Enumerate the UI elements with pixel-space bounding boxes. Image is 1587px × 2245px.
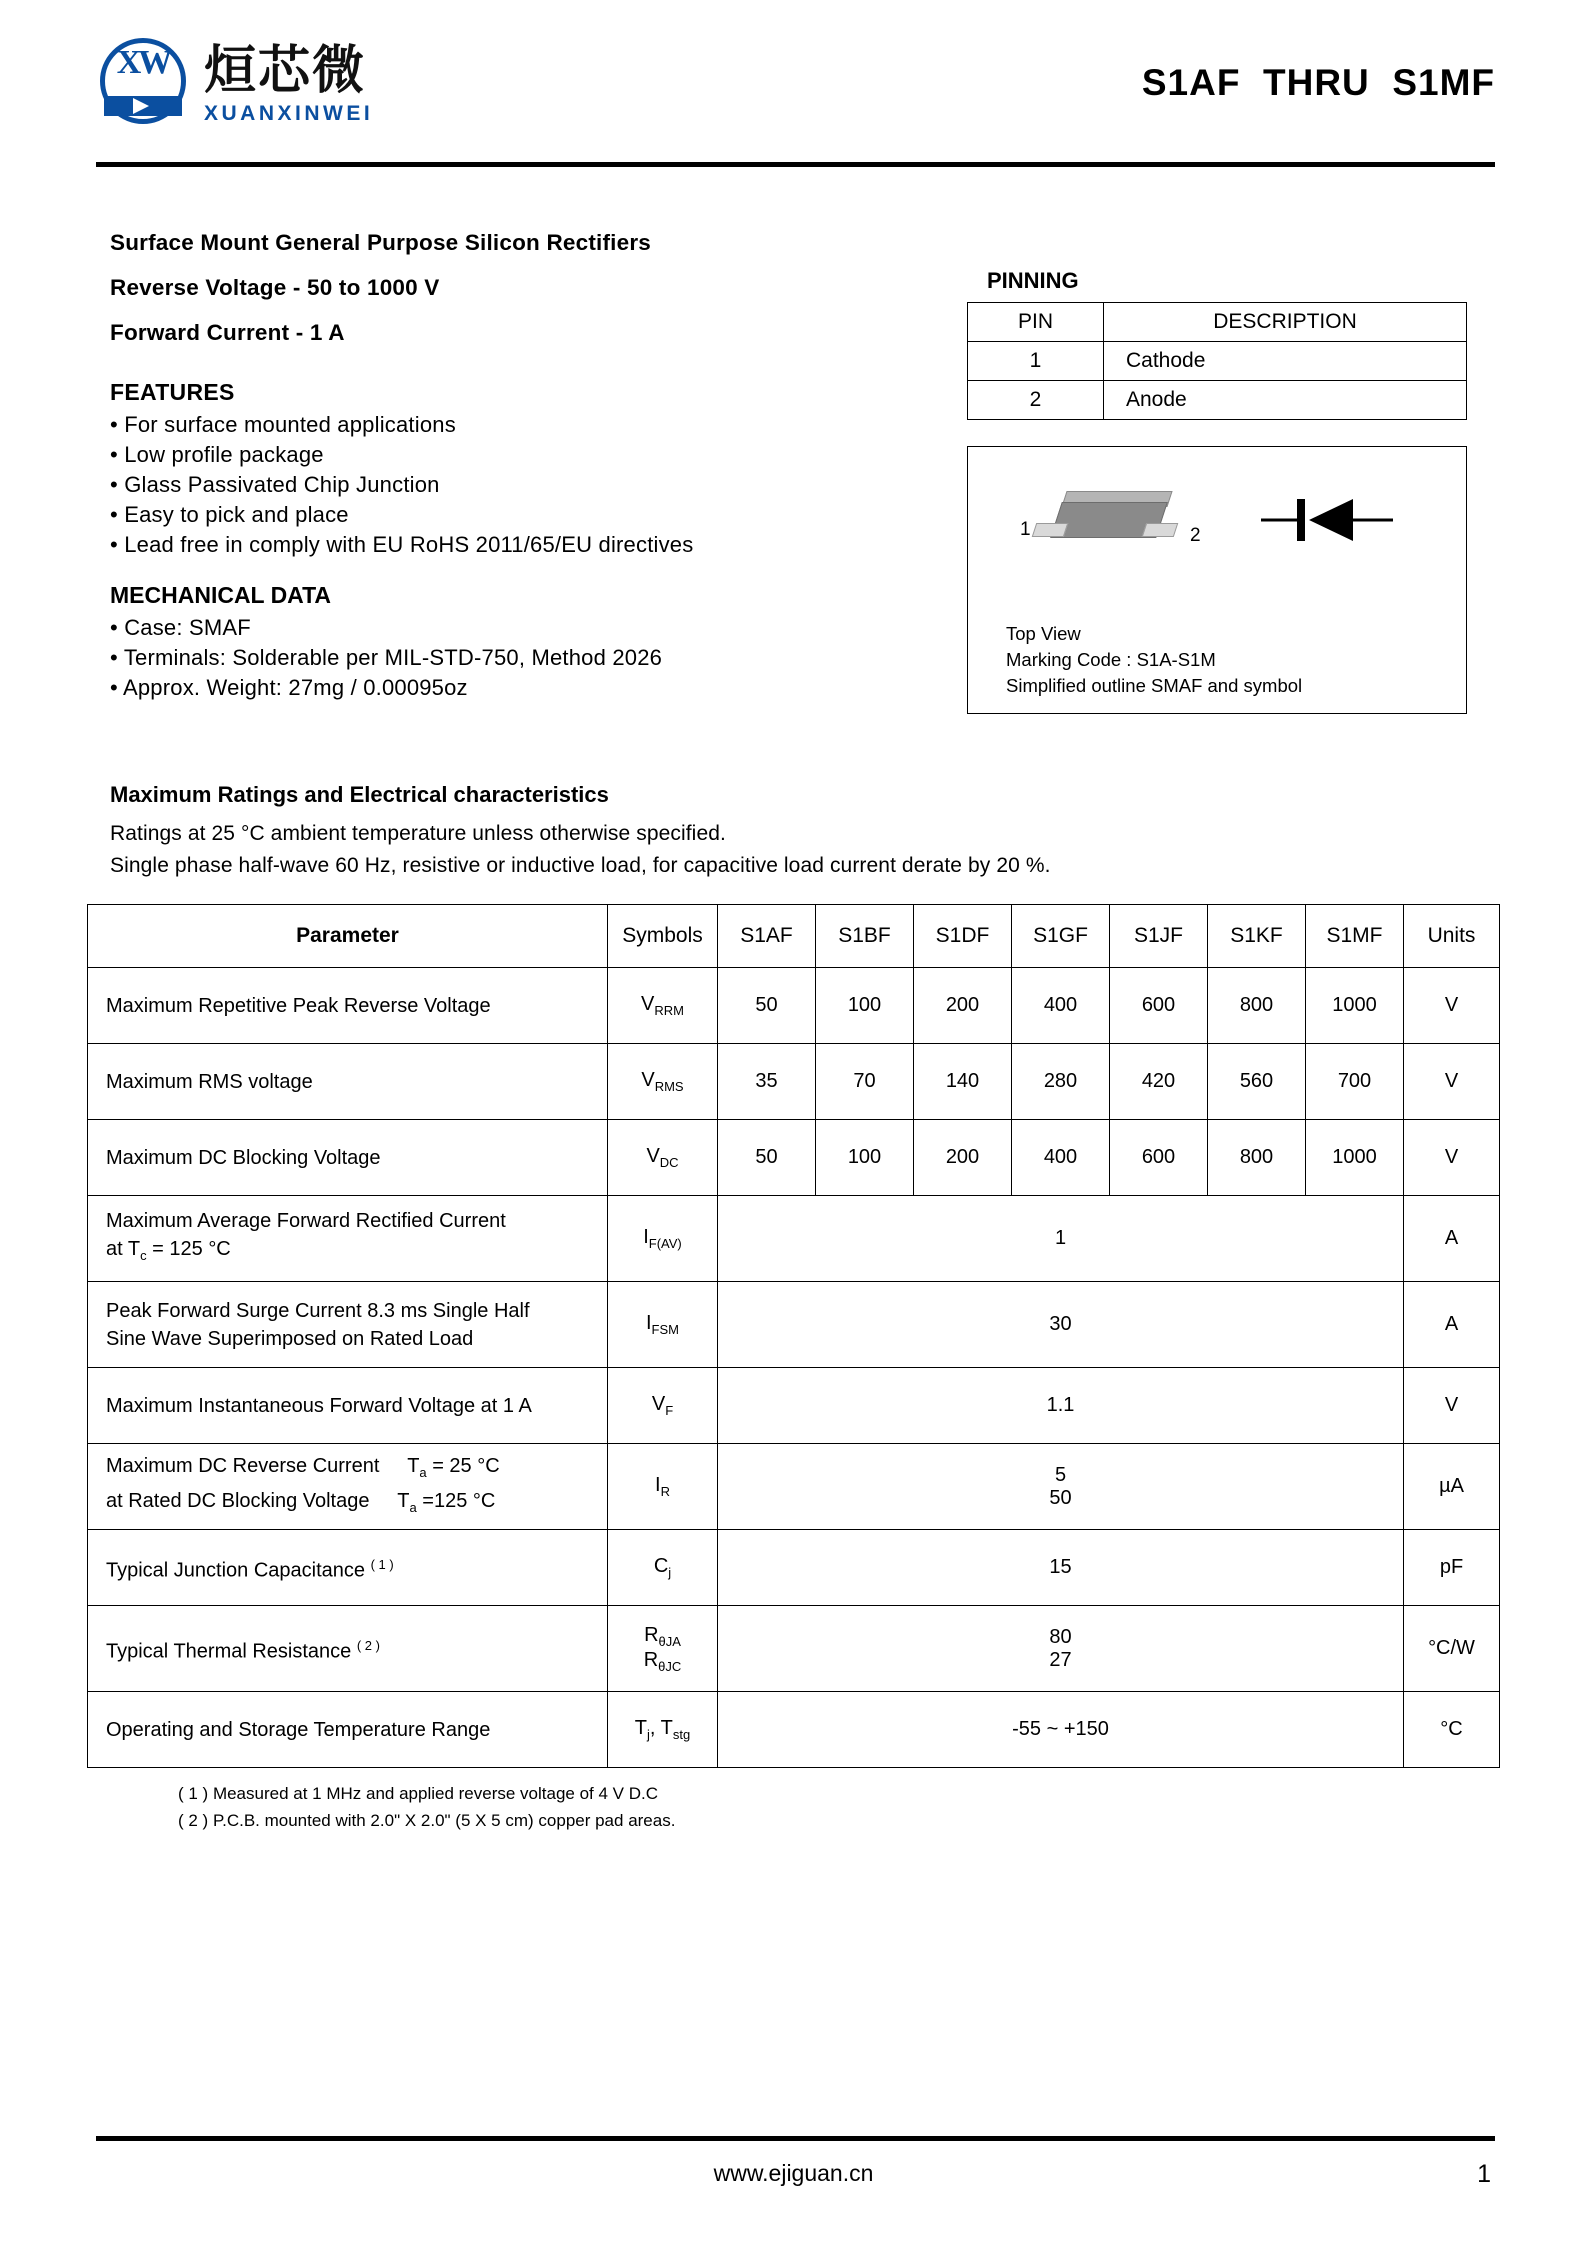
ratings-section bbox=[70, 782, 1517, 882]
table-row bbox=[88, 1196, 1500, 1282]
row-symbol: $R_{\theta JA}$ $R_{\theta JC}$ bbox=[608, 1606, 718, 1692]
pinning-title: PINNING bbox=[987, 268, 1079, 293]
row-parameter-line-1: Maximum Average Forward Rectified Current bbox=[106, 1210, 506, 1232]
mechanical-item: • Case: SMAF bbox=[110, 615, 251, 640]
row-unit: V bbox=[1404, 1044, 1500, 1120]
features-title: FEATURES bbox=[110, 379, 235, 405]
row-unit: V bbox=[1404, 1120, 1500, 1196]
footer-page-number: 1 bbox=[1477, 2160, 1491, 2188]
package-pin-2-label: 2 bbox=[1190, 525, 1201, 546]
header-divider bbox=[96, 162, 1495, 167]
logo-english-name: XUANXINWEI bbox=[204, 102, 374, 125]
table-row bbox=[88, 1530, 1500, 1606]
row-parameter: Maximum RMS voltage bbox=[88, 1044, 608, 1120]
row-value-merged: 5 50 bbox=[718, 1444, 1404, 1530]
package-caption-line-1: Top View bbox=[1006, 623, 1081, 644]
note-2: ( 2 ) P.C.B. mounted with 2.0" X 2.0" (5 X 5 cm) copper pad areas. bbox=[178, 1811, 676, 1830]
row-symbol: $V_F$ bbox=[608, 1368, 718, 1444]
row-unit: °C bbox=[1404, 1692, 1500, 1768]
logo-bar bbox=[104, 96, 182, 116]
header-type-s1mf: S1MF bbox=[1306, 905, 1404, 968]
row-unit: pF bbox=[1404, 1530, 1500, 1606]
ratings-line-1: Ratings at 25 °C ambient temperature unless otherwise specified. bbox=[110, 822, 726, 845]
header-type-s1kf: S1KF bbox=[1208, 905, 1306, 968]
row-value: 200 bbox=[914, 1120, 1012, 1196]
row-unit: µA bbox=[1404, 1444, 1500, 1530]
row-value-merged: 80 27 bbox=[718, 1606, 1404, 1692]
row-parameter: Maximum DC Blocking Voltage bbox=[88, 1120, 608, 1196]
row-value: 35 bbox=[718, 1044, 816, 1120]
row-parameter: Maximum Instantaneous Forward Voltage at 1 A bbox=[88, 1368, 608, 1444]
row-value: 800 bbox=[1208, 968, 1306, 1044]
row-symbol: $I_{F(AV)}$ bbox=[608, 1196, 718, 1282]
logo-mark-icon bbox=[98, 36, 194, 132]
row-symbol: $V_{DC}$ bbox=[608, 1120, 718, 1196]
row-parameter: Maximum Repetitive Peak Reverse Voltage bbox=[88, 968, 608, 1044]
feature-item: • Lead free in comply with EU RoHS 2011/65/EU directives bbox=[110, 532, 694, 557]
header-units: Units bbox=[1404, 905, 1500, 968]
pin-number: 2 bbox=[968, 381, 1104, 420]
logo-mark-text: XW bbox=[116, 44, 170, 81]
feature-item: • For surface mounted applications bbox=[110, 412, 456, 437]
top-section bbox=[70, 220, 1517, 750]
table-row bbox=[968, 303, 1467, 342]
company-logo bbox=[98, 36, 373, 132]
header-type-s1af: S1AF bbox=[718, 905, 816, 968]
diode-symbol-icon bbox=[1253, 485, 1403, 555]
row-symbol: $I_{FSM}$ bbox=[608, 1282, 718, 1368]
page-header bbox=[70, 0, 1517, 182]
row-value: 280 bbox=[1012, 1044, 1110, 1120]
row-value: 200 bbox=[914, 968, 1012, 1044]
header-type-s1bf: S1BF bbox=[816, 905, 914, 968]
header-type-s1gf: S1GF bbox=[1012, 905, 1110, 968]
row-value: 600 bbox=[1110, 1120, 1208, 1196]
package-lead-left bbox=[1032, 523, 1069, 537]
table-header-row bbox=[88, 905, 1500, 968]
note-1: ( 1 ) Measured at 1 MHz and applied reverse voltage of 4 V D.C bbox=[178, 1784, 659, 1803]
table-row bbox=[88, 1368, 1500, 1444]
package-caption-line-3: Simplified outline SMAF and symbol bbox=[1006, 675, 1303, 696]
row-unit: A bbox=[1404, 1196, 1500, 1282]
row-unit: V bbox=[1404, 968, 1500, 1044]
package-lead-right bbox=[1142, 523, 1179, 537]
row-value: 700 bbox=[1306, 1044, 1404, 1120]
pin-header-pin: PIN bbox=[968, 303, 1104, 342]
table-row bbox=[88, 1120, 1500, 1196]
footer-url: www.ejiguan.cn bbox=[713, 2160, 874, 2186]
pin-number: 1 bbox=[968, 342, 1104, 381]
row-value: 1000 bbox=[1306, 968, 1404, 1044]
row-value: 70 bbox=[816, 1044, 914, 1120]
header-parameter: Parameter bbox=[88, 905, 608, 968]
row-parameter: Maximum DC Reverse Current $T_a = 25$ °C at Rated DC Blocking Voltage $T_a =125$ °C bbox=[88, 1444, 608, 1530]
part-number-title: S1AF THRU S1MF bbox=[1141, 62, 1495, 103]
table-row bbox=[88, 968, 1500, 1044]
feature-item: • Glass Passivated Chip Junction bbox=[110, 472, 440, 497]
table-row bbox=[88, 1282, 1500, 1368]
intro-line-3: Forward Current - 1 A bbox=[110, 320, 345, 345]
package-caption-line-2: Marking Code : S1A-S1M bbox=[1006, 649, 1216, 670]
pin-description: Cathode bbox=[1104, 342, 1467, 381]
intro-line-2: Reverse Voltage - 50 to 1000 V bbox=[110, 275, 440, 300]
intro-line-1: Surface Mount General Purpose Silicon Rectifiers bbox=[110, 230, 651, 255]
table-notes bbox=[70, 1780, 1517, 1834]
row-parameter: Operating and Storage Temperature Range bbox=[88, 1692, 608, 1768]
row-unit: A bbox=[1404, 1282, 1500, 1368]
row-value: 600 bbox=[1110, 968, 1208, 1044]
ratings-line-2: Single phase half-wave 60 Hz, resistive or inductive load, for capacitive load current derate by 20 %. bbox=[110, 854, 1051, 877]
row-value: 420 bbox=[1110, 1044, 1208, 1120]
feature-item: • Easy to pick and place bbox=[110, 502, 349, 527]
row-value: 100 bbox=[816, 968, 914, 1044]
pin-header-description: DESCRIPTION bbox=[1104, 303, 1467, 342]
row-parameter: Typical Junction Capacitance $^{( 1 )}$ bbox=[88, 1530, 608, 1606]
mechanical-title: MECHANICAL DATA bbox=[110, 582, 332, 608]
row-symbol: $V_{RRM}$ bbox=[608, 968, 718, 1044]
header-type-s1df: S1DF bbox=[914, 905, 1012, 968]
row-value: 800 bbox=[1208, 1120, 1306, 1196]
logo-text-block bbox=[204, 42, 373, 126]
table-row bbox=[968, 342, 1467, 381]
row-parameter: Typical Thermal Resistance $^{( 2 )}$ bbox=[88, 1606, 608, 1692]
table-row bbox=[88, 1692, 1500, 1768]
row-value-merged: -55 ~ +150 bbox=[718, 1692, 1404, 1768]
header-type-s1jf: S1JF bbox=[1110, 905, 1208, 968]
row-unit: V bbox=[1404, 1368, 1500, 1444]
package-pin-1-label: 1 bbox=[1020, 519, 1031, 540]
footer-divider bbox=[96, 2136, 1495, 2141]
row-parameter: Peak Forward Surge Current 8.3 ms Single Half Sine Wave Superimposed on Rated Load bbox=[88, 1282, 608, 1368]
row-symbol: $T_j$, $T_{stg}$ bbox=[608, 1692, 718, 1768]
pin-description: Anode bbox=[1104, 381, 1467, 420]
row-parameter: Maximum Average Forward Rectified Current at $T_c = 125$ °C bbox=[88, 1196, 608, 1282]
table-row bbox=[968, 381, 1467, 420]
row-value-merged: 15 bbox=[718, 1530, 1404, 1606]
row-value: 400 bbox=[1012, 968, 1110, 1044]
row-value: 140 bbox=[914, 1044, 1012, 1120]
row-unit: °C/W bbox=[1404, 1606, 1500, 1692]
logo-chinese-name: 烜芯微 bbox=[204, 41, 367, 101]
table-row bbox=[88, 1444, 1500, 1530]
row-value-merged: 1 bbox=[718, 1196, 1404, 1282]
characteristics-table bbox=[87, 904, 1500, 1768]
feature-item: • Low profile package bbox=[110, 442, 324, 467]
left-column bbox=[110, 220, 990, 703]
row-value: 50 bbox=[718, 968, 816, 1044]
row-value: 400 bbox=[1012, 1120, 1110, 1196]
row-symbol: $I_R$ bbox=[608, 1444, 718, 1530]
row-value: 50 bbox=[718, 1120, 816, 1196]
header-symbols: Symbols bbox=[608, 905, 718, 968]
ratings-title: Maximum Ratings and Electrical characteristics bbox=[110, 782, 609, 807]
row-value-merged: 1.1 bbox=[718, 1368, 1404, 1444]
mechanical-item: • Terminals: Solderable per MIL-STD-750, Method 2026 bbox=[110, 645, 663, 670]
table-row bbox=[88, 1044, 1500, 1120]
row-value: 1000 bbox=[1306, 1120, 1404, 1196]
pinning-section bbox=[967, 268, 1507, 714]
package-caption bbox=[1006, 621, 1302, 699]
row-symbol: $V_{RMS}$ bbox=[608, 1044, 718, 1120]
pinning-table bbox=[967, 302, 1467, 420]
row-value: 100 bbox=[816, 1120, 914, 1196]
row-value-merged: 30 bbox=[718, 1282, 1404, 1368]
row-symbol: $C_j$ bbox=[608, 1530, 718, 1606]
package-outline-box bbox=[967, 446, 1467, 714]
row-value: 560 bbox=[1208, 1044, 1306, 1120]
mechanical-item: • Approx. Weight: 27mg / 0.00095oz bbox=[110, 675, 468, 700]
table-row bbox=[88, 1606, 1500, 1692]
